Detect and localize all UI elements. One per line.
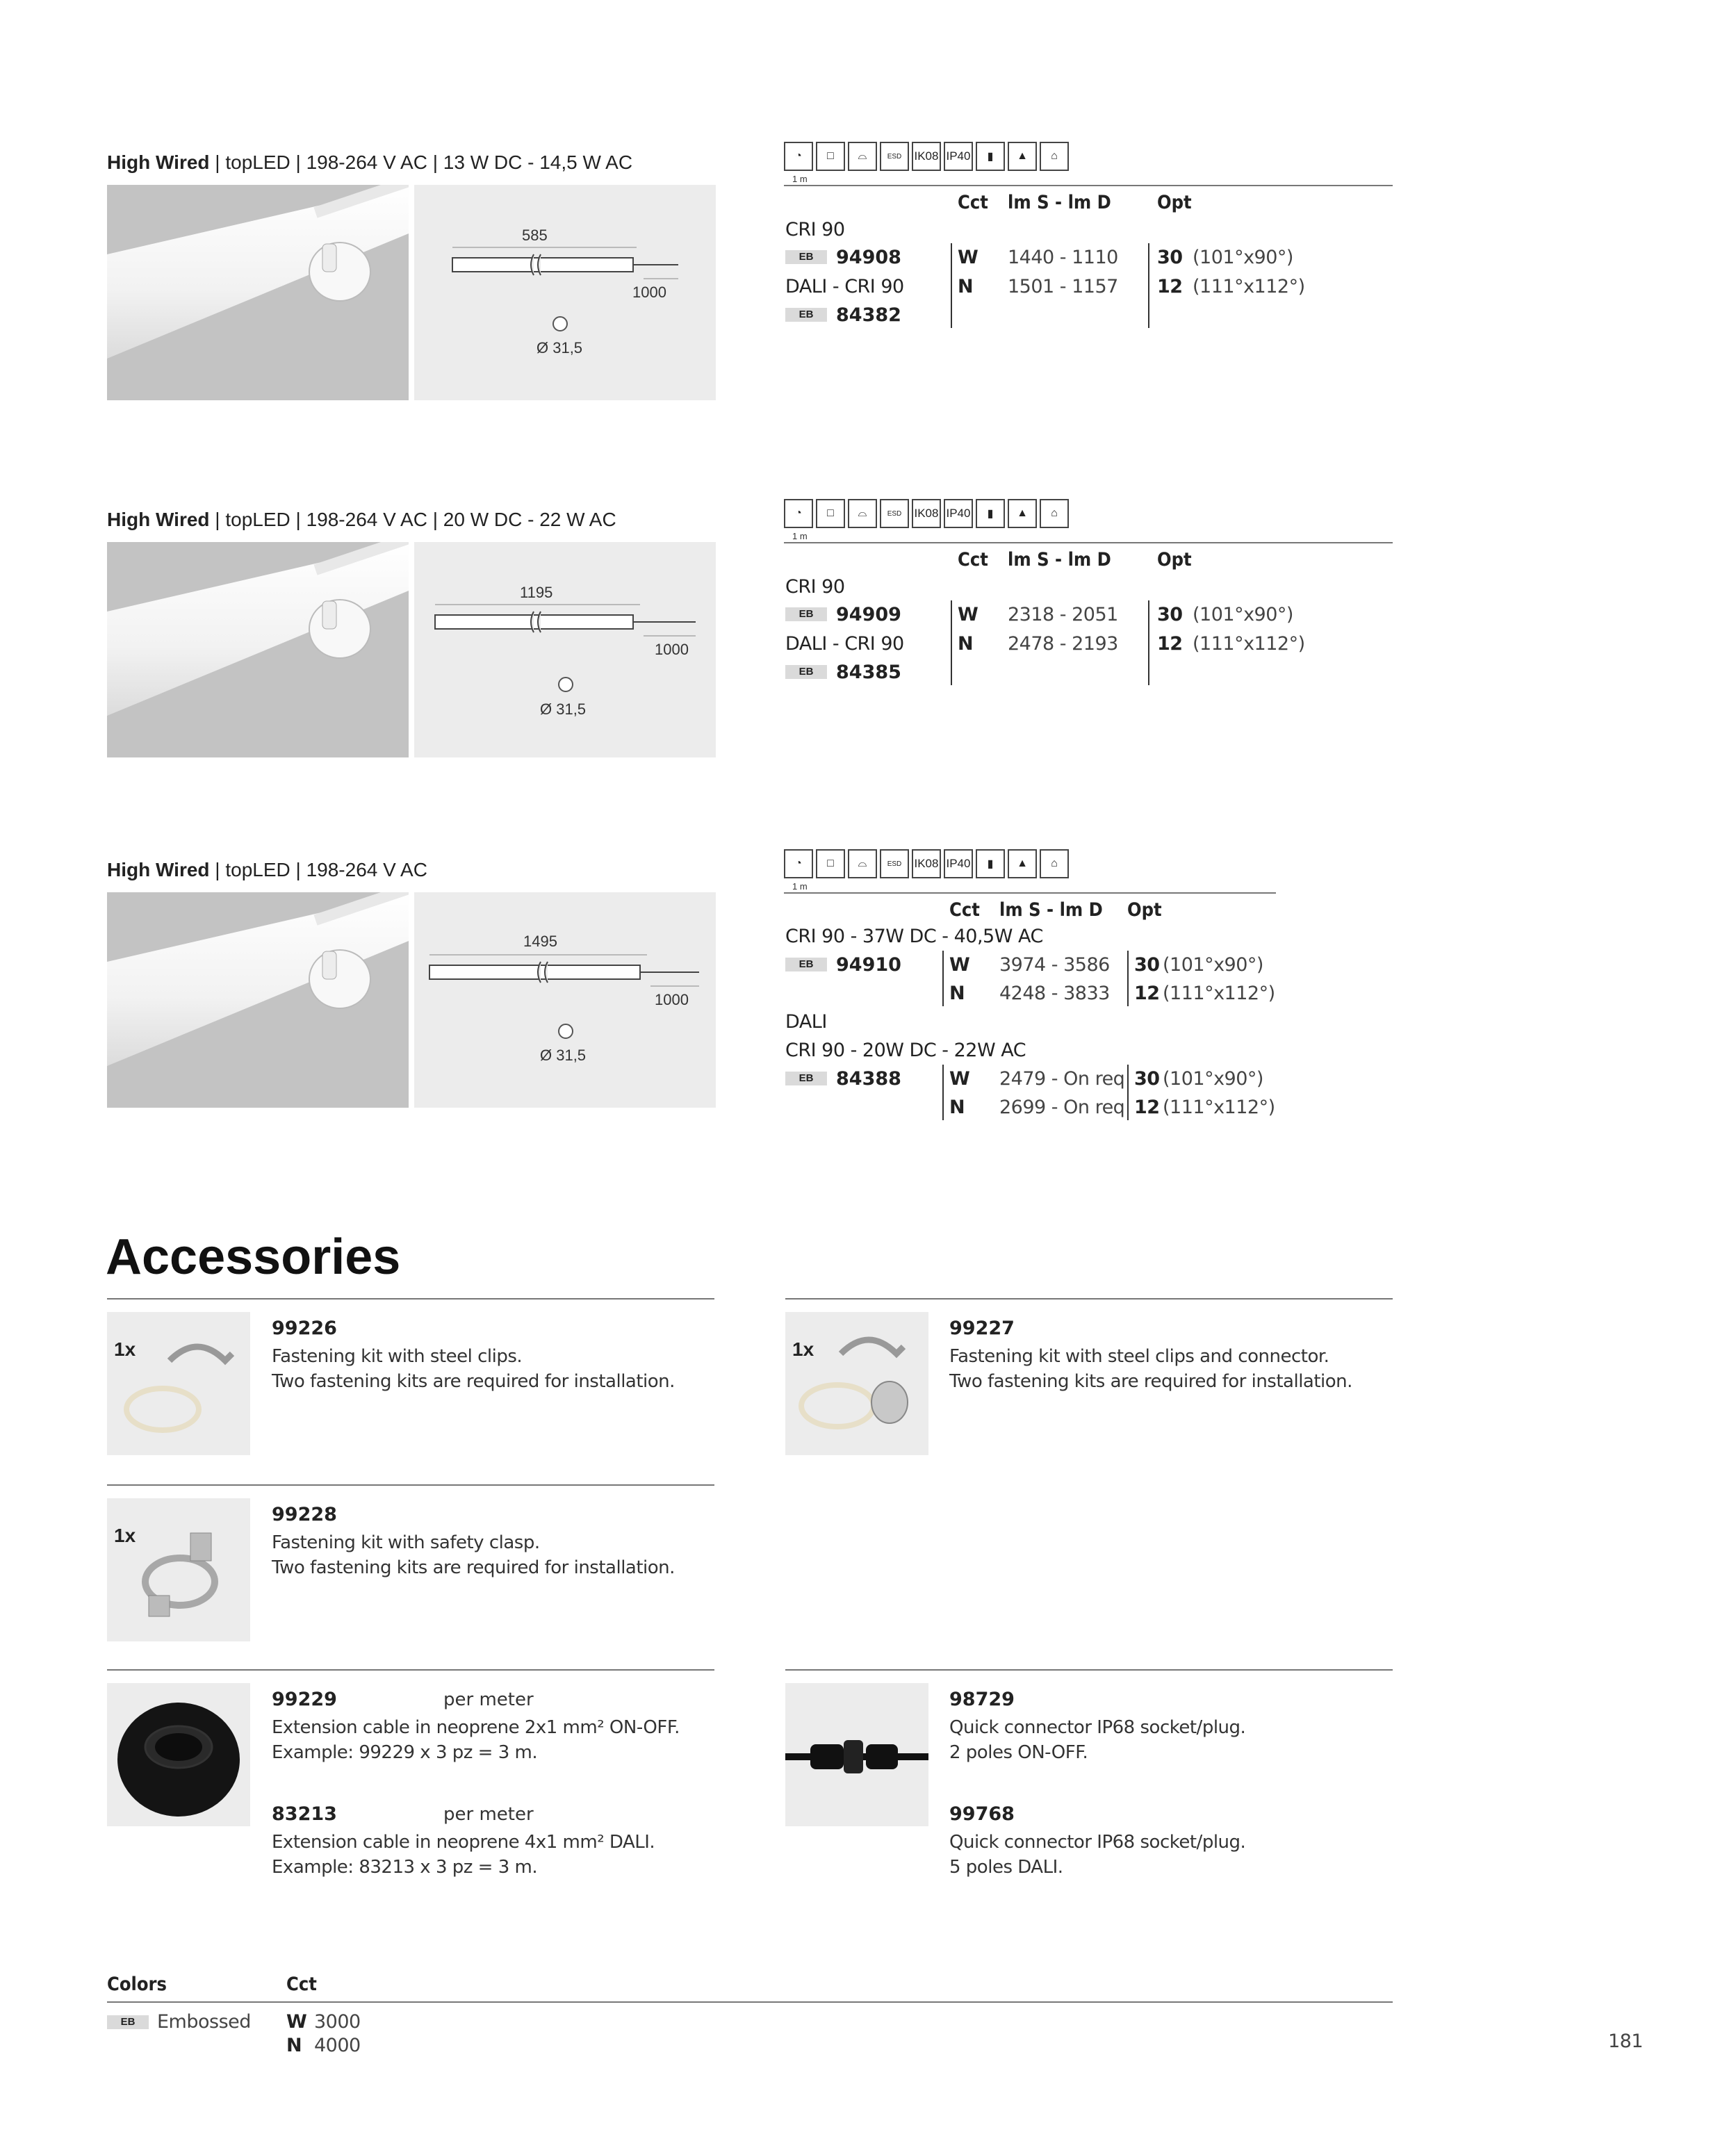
beam-icon: ▮ <box>976 499 1005 528</box>
optic-angle: (111°x112°) <box>1193 633 1305 655</box>
column-divider <box>951 600 952 685</box>
cct-code: N <box>949 1097 965 1118</box>
lumen-value: 2478 - 2193 <box>1008 633 1118 655</box>
indoor-icon: ⌂ <box>1040 849 1069 878</box>
finish-badge: EB <box>785 308 827 322</box>
cable-dimension: 1000 <box>655 641 689 658</box>
optic-code: 30 <box>1134 954 1160 976</box>
cct-code: W <box>949 1068 970 1090</box>
diameter-dimension: Ø 31,5 <box>537 339 583 356</box>
esd-icon: ESD <box>880 142 909 171</box>
header-lumen: lm S - lm D <box>999 899 1103 921</box>
divider <box>107 1669 714 1671</box>
column-divider <box>1148 243 1149 328</box>
accessory-code: 83213 <box>272 1803 337 1825</box>
accessory-description <box>949 1344 1352 1394</box>
column-divider <box>1127 1065 1129 1120</box>
accessory-code: 98729 <box>949 1689 1015 1710</box>
beam-icon: ▮ <box>976 142 1005 171</box>
technical-drawing <box>414 892 716 1108</box>
description-line: Fastening kit with steel clips. <box>272 1346 523 1367</box>
length-dimension: 1495 <box>523 933 557 950</box>
finish-badge: EB <box>785 607 827 621</box>
product-code: 94910 <box>836 954 901 976</box>
divider <box>107 1298 714 1300</box>
accessory-description <box>949 1830 1245 1880</box>
header-cct: Cct <box>958 549 988 571</box>
divider <box>785 1298 1393 1300</box>
cable-dimension: 1000 <box>655 991 689 1008</box>
optic-code: 12 <box>1134 983 1160 1004</box>
quantity-label: 1x <box>114 1525 136 1546</box>
product-specs: | topLED | 198-264 V AC <box>209 859 427 880</box>
emission-icon: ▲ <box>1008 499 1037 528</box>
spec-icons <box>784 499 1069 530</box>
cct-code: N <box>958 633 974 655</box>
cable-length-label: 1 m <box>792 881 808 892</box>
divider <box>785 1669 1393 1671</box>
accessory-image <box>107 1312 250 1455</box>
diameter-dimension: Ø 31,5 <box>540 1047 587 1064</box>
optic-code: 12 <box>1157 633 1183 655</box>
surface-icon: ⌓ <box>848 499 877 528</box>
row-label: CRI 90 - 37W DC - 40,5W AC <box>785 926 1043 947</box>
product-specs: | topLED | 198-264 V AC | 20 W DC - 22 W AC <box>209 509 616 530</box>
product-code: 94909 <box>836 604 901 625</box>
optic-angle: (101°x90°) <box>1193 604 1293 625</box>
finish-badge: EB <box>107 2015 149 2029</box>
accessory-description <box>272 1530 675 1580</box>
divider <box>784 185 1393 186</box>
column-divider <box>942 1065 944 1120</box>
row-label: DALI - CRI 90 <box>785 276 904 297</box>
product-photo <box>107 185 409 400</box>
description-line: 5 poles DALI. <box>949 1857 1063 1878</box>
cct-code: W <box>958 604 978 625</box>
optic-code: 12 <box>1134 1097 1160 1118</box>
optic-angle: (101°x90°) <box>1163 1068 1263 1090</box>
mounting-icon: ◔ <box>784 499 813 528</box>
divider <box>107 2001 1393 2003</box>
description-line: Two fastening kits are required for installation. <box>949 1371 1352 1392</box>
ik-rating-icon: IK08 <box>912 849 941 878</box>
colors-header: Colors <box>107 1974 167 1995</box>
divider <box>784 892 1276 894</box>
description-line: Example: 99229 x 3 pz = 3 m. <box>272 1742 538 1763</box>
accessory-image <box>107 1683 250 1826</box>
product-code: 84385 <box>836 662 901 683</box>
emission-icon: ▲ <box>1008 142 1037 171</box>
row-label: CRI 90 <box>785 576 845 598</box>
mounting-icon: ◔ <box>784 849 813 878</box>
header-cct: Cct <box>958 192 988 213</box>
accessory-description <box>272 1344 675 1394</box>
ik-rating-icon: IK08 <box>912 499 941 528</box>
description-line: 2 poles ON-OFF. <box>949 1742 1088 1763</box>
cct-code: W <box>958 247 978 268</box>
header-lumen: lm S - lm D <box>1008 549 1111 571</box>
accessory-description <box>272 1830 655 1880</box>
beam-icon: ▮ <box>976 849 1005 878</box>
optic-angle: (101°x90°) <box>1163 954 1263 976</box>
quantity-label: 1x <box>114 1338 136 1360</box>
cable-dimension: 1000 <box>632 284 666 301</box>
optic-angle: (111°x112°) <box>1163 983 1275 1004</box>
lumen-value: 1440 - 1110 <box>1008 247 1118 268</box>
length-dimension: 1195 <box>520 584 553 601</box>
product-photo <box>107 892 409 1108</box>
lumen-value: 1501 - 1157 <box>1008 276 1118 297</box>
product-code: 84382 <box>836 304 901 326</box>
spec-icons <box>784 849 1069 880</box>
cct-value: 3000 <box>314 2011 361 2033</box>
product-name: High Wired <box>107 509 210 530</box>
column-divider <box>951 243 952 328</box>
lumen-value: 2479 - On req <box>999 1068 1125 1090</box>
accessory-code: 99229 <box>272 1689 337 1710</box>
cable-length-label: 1 m <box>792 531 808 541</box>
spec-icons <box>784 142 1069 172</box>
accessory-code: 99228 <box>272 1504 337 1525</box>
ip-rating-icon: IP40 <box>944 849 973 878</box>
cable-length-label: 1 m <box>792 174 808 184</box>
cct-code: W <box>949 954 970 976</box>
surface-icon: ⌓ <box>848 142 877 171</box>
quantity-label: 1x <box>792 1338 814 1360</box>
finish-badge: EB <box>785 665 827 679</box>
accessory-image <box>785 1683 928 1826</box>
class-icon: □ <box>816 849 845 878</box>
emission-icon: ▲ <box>1008 849 1037 878</box>
product-title <box>107 509 616 531</box>
description-line: Example: 83213 x 3 pz = 3 m. <box>272 1857 538 1878</box>
page-number: 181 <box>1608 2031 1644 2052</box>
length-dimension: 585 <box>522 227 548 244</box>
unit-label: per meter <box>443 1689 534 1710</box>
section-title: Accessories <box>106 1229 401 1285</box>
optic-code: 30 <box>1134 1068 1160 1090</box>
divider <box>107 1484 714 1486</box>
cct-value: 4000 <box>314 2035 361 2056</box>
description-line: Quick connector IP68 socket/plug. <box>949 1832 1246 1853</box>
product-code: 94908 <box>836 247 901 268</box>
mounting-icon: ◔ <box>784 142 813 171</box>
accessory-image <box>785 1312 928 1455</box>
header-cct: Cct <box>949 899 980 921</box>
ik-rating-icon: IK08 <box>912 142 941 171</box>
esd-icon: ESD <box>880 499 909 528</box>
diameter-dimension: Ø 31,5 <box>540 700 587 718</box>
column-divider <box>1127 951 1129 1006</box>
technical-drawing <box>414 185 716 400</box>
optic-angle: (101°x90°) <box>1193 247 1293 268</box>
divider <box>784 542 1393 543</box>
description-line: Two fastening kits are required for installation. <box>272 1371 675 1392</box>
accessory-code: 99768 <box>949 1803 1015 1825</box>
finish-name: Embossed <box>157 2011 251 2033</box>
cct-code: N <box>286 2035 302 2056</box>
unit-label: per meter <box>443 1804 534 1825</box>
surface-icon: ⌓ <box>848 849 877 878</box>
finish-badge: EB <box>785 1072 827 1085</box>
optic-code: 30 <box>1157 604 1183 625</box>
row-label: DALI <box>785 1011 827 1033</box>
accessory-code: 99226 <box>272 1318 337 1339</box>
lumen-value: 2318 - 2051 <box>1008 604 1118 625</box>
esd-icon: ESD <box>880 849 909 878</box>
class-icon: □ <box>816 499 845 528</box>
description-line: Two fastening kits are required for installation. <box>272 1557 675 1578</box>
product-name: High Wired <box>107 151 210 173</box>
description-line: Fastening kit with steel clips and connector. <box>949 1346 1329 1367</box>
indoor-icon: ⌂ <box>1040 499 1069 528</box>
column-divider <box>942 951 944 1006</box>
optic-angle: (111°x112°) <box>1193 276 1305 297</box>
header-lumen: lm S - lm D <box>1008 192 1111 213</box>
header-optic: Opt <box>1157 549 1192 571</box>
finish-badge: EB <box>785 250 827 264</box>
product-title <box>107 151 632 174</box>
product-specs: | topLED | 198-264 V AC | 13 W DC - 14,5 W AC <box>209 151 633 173</box>
lumen-value: 2699 - On req <box>999 1097 1125 1118</box>
product-photo <box>107 542 409 757</box>
description-line: Extension cable in neoprene 2x1 mm² ON-OFF. <box>272 1717 680 1738</box>
row-label: CRI 90 <box>785 219 845 240</box>
optic-code: 30 <box>1157 247 1183 268</box>
indoor-icon: ⌂ <box>1040 142 1069 171</box>
cct-code: N <box>958 276 974 297</box>
ip-rating-icon: IP40 <box>944 499 973 528</box>
accessory-code: 99227 <box>949 1318 1015 1339</box>
cct-code: W <box>286 2011 307 2033</box>
product-name: High Wired <box>107 859 210 880</box>
technical-drawing <box>414 542 716 757</box>
header-optic: Opt <box>1157 192 1192 213</box>
product-code: 84388 <box>836 1068 901 1090</box>
lumen-value: 4248 - 3833 <box>999 983 1110 1004</box>
column-divider <box>1148 600 1149 685</box>
row-label: DALI - CRI 90 <box>785 633 904 655</box>
finish-badge: EB <box>785 958 827 971</box>
lumen-value: 3974 - 3586 <box>999 954 1110 976</box>
accessory-description <box>949 1715 1245 1765</box>
cct-header: Cct <box>286 1974 317 1995</box>
description-line: Extension cable in neoprene 4x1 mm² DALI. <box>272 1832 655 1853</box>
optic-angle: (111°x112°) <box>1163 1097 1275 1118</box>
product-title <box>107 859 427 881</box>
description-line: Quick connector IP68 socket/plug. <box>949 1717 1246 1738</box>
class-icon: □ <box>816 142 845 171</box>
ip-rating-icon: IP40 <box>944 142 973 171</box>
optic-code: 12 <box>1157 276 1183 297</box>
cct-code: N <box>949 983 965 1004</box>
accessory-description <box>272 1715 680 1765</box>
accessory-image <box>107 1498 250 1641</box>
row-label: CRI 90 - 20W DC - 22W AC <box>785 1040 1026 1061</box>
description-line: Fastening kit with safety clasp. <box>272 1532 540 1553</box>
header-optic: Opt <box>1127 899 1162 921</box>
